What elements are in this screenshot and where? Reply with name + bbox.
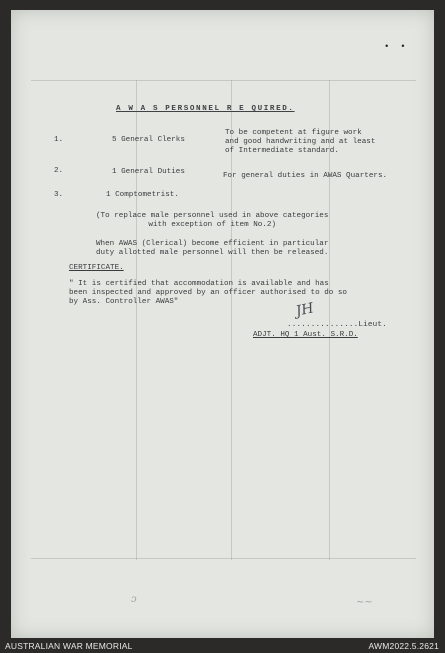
release-note: When AWAS (Clerical) become efficient in particular duty allotted male personnel will then be released. (96, 240, 329, 257)
item-number: 2. (54, 167, 64, 175)
item-description: 1 General Duties (112, 168, 185, 176)
handwritten-initials: JH (294, 300, 316, 320)
item-number: 1. (54, 136, 64, 144)
certificate-body: " It is certified that accommodation is available and has been inspected and approved by an officer authorised to do so by Ass. Controller AWAS" (69, 280, 347, 306)
footer-institution: AUSTRALIAN WAR MEMORIAL (5, 641, 133, 651)
item-number: 3. (54, 191, 64, 199)
certificate-heading: CERTIFICATE. (69, 264, 124, 272)
signatory-title: ADJT. HQ 1 Aust. S.R.D. (253, 331, 358, 339)
item-description: 5 General Clerks (112, 136, 185, 144)
staple-mark: • • (384, 42, 406, 52)
item-requirement: For general duties in AWAS Quarters. (223, 172, 388, 180)
item-description: 1 Comptometrist. (106, 191, 179, 199)
footer-reference: AWM2022.5.2621 (368, 641, 439, 651)
signature-line: ...............Lieut. (287, 321, 387, 329)
pencil-mark: ~~ (356, 597, 373, 608)
show-through-line (136, 80, 137, 560)
document-page (11, 10, 434, 638)
pencil-mark: ↄ (131, 594, 137, 605)
show-through-line (31, 80, 416, 81)
show-through-line (31, 558, 416, 559)
replacement-note: (To replace male personnel used in above categories with exception of item No.2) (96, 212, 329, 229)
document-heading: A W A S PERSONNEL R E QUIRED. (116, 105, 295, 113)
item-requirement: To be competent at figure work and good handwriting and at least of Intermediate standard. (225, 129, 376, 155)
